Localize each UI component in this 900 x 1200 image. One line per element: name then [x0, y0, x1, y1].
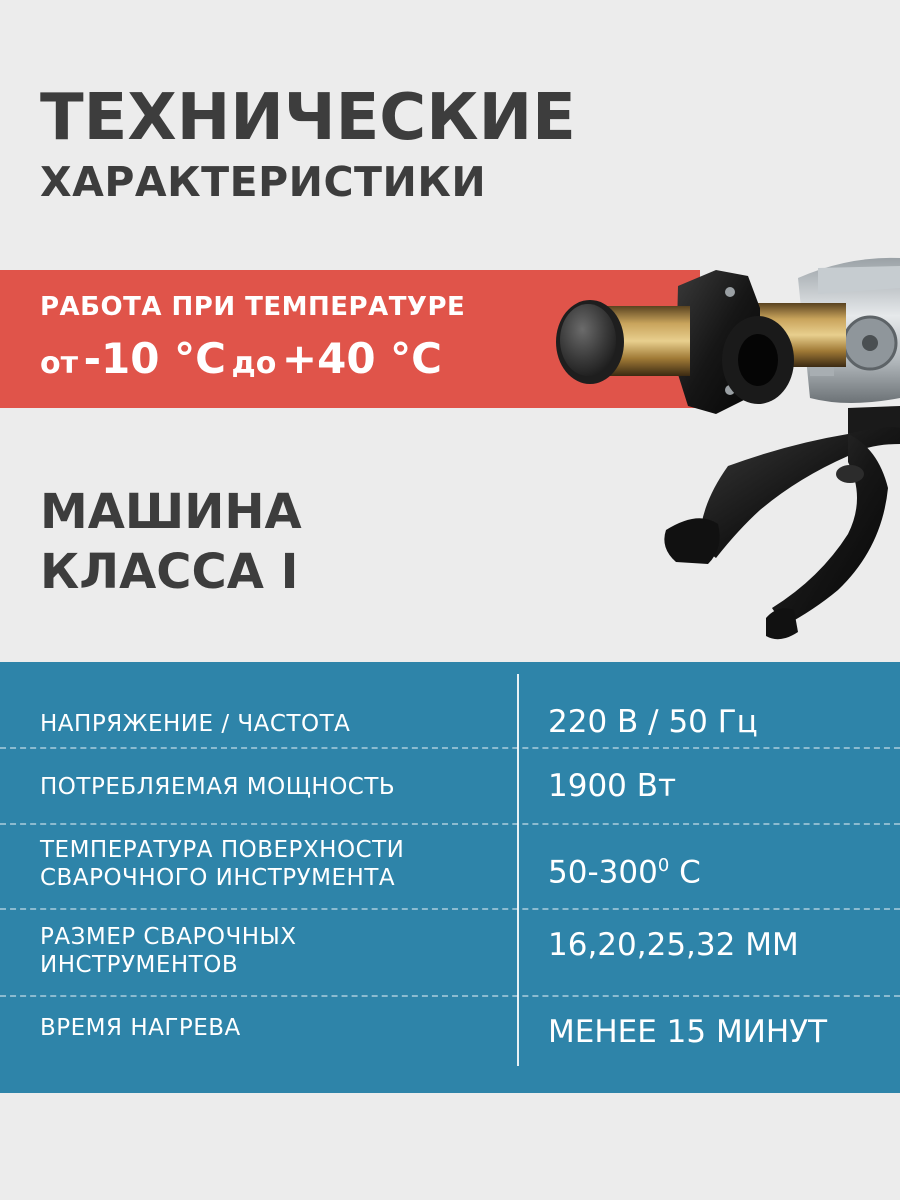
- from-word: от: [40, 346, 78, 381]
- machine-class-line1: МАШИНА: [40, 484, 302, 540]
- spec-label-line1: ТЕМПЕРАТУРА ПОВЕРХНОСТИ: [40, 837, 405, 863]
- row-separator: [0, 995, 900, 997]
- spec-value: 1900 Вт: [548, 768, 677, 804]
- spec-value-number: 50-300: [548, 854, 658, 891]
- spec-label-line1: РАЗМЕР СВАРОЧНЫХ: [40, 924, 297, 950]
- to-word: до: [231, 346, 277, 381]
- spec-label-line2: СВАРОЧНОГО ИНСТРУМЕНТА: [40, 865, 396, 891]
- spec-label-line2: ИНСТРУМЕНТОВ: [40, 952, 239, 978]
- spec-value-degree: 0: [657, 855, 670, 876]
- page-title: [40, 81, 576, 206]
- min-temperature: -10 °C: [83, 334, 226, 383]
- spec-value: 16,20,25,32 ММ: [548, 927, 799, 963]
- specifications-table: [0, 662, 900, 1093]
- spec-label: ВРЕМЯ НАГРЕВА: [40, 1015, 241, 1041]
- page-title-line2: ХАРАКТЕРИСТИКИ: [40, 158, 487, 206]
- spec-value-unit: С: [669, 854, 701, 891]
- page-title-line1: ТЕХНИЧЕСКИЕ: [40, 81, 576, 155]
- machine-class-line2: КЛАССА I: [40, 544, 299, 600]
- spec-label: [40, 923, 297, 979]
- spec-label: [40, 836, 404, 892]
- spec-label: ПОТРЕБЛЯЕМАЯ МОЩНОСТЬ: [40, 774, 396, 800]
- row-separator: [0, 908, 900, 910]
- machine-class-heading: [40, 482, 302, 602]
- column-divider: [517, 674, 519, 1066]
- temperature-range: [40, 334, 442, 383]
- temperature-banner-heading: РАБОТА ПРИ ТЕМПЕРАТУРЕ: [40, 292, 466, 322]
- max-temperature: +40 °C: [281, 334, 442, 383]
- row-separator: [0, 823, 900, 825]
- spec-value: [548, 848, 701, 890]
- row-separator: [0, 747, 900, 749]
- spec-value: МЕНЕЕ 15 МИНУТ: [548, 1014, 828, 1050]
- spec-value: 220 В / 50 Гц: [548, 704, 758, 740]
- welding-machine-photo: [548, 248, 900, 660]
- spec-label: НАПРЯЖЕНИЕ / ЧАСТОТА: [40, 711, 351, 737]
